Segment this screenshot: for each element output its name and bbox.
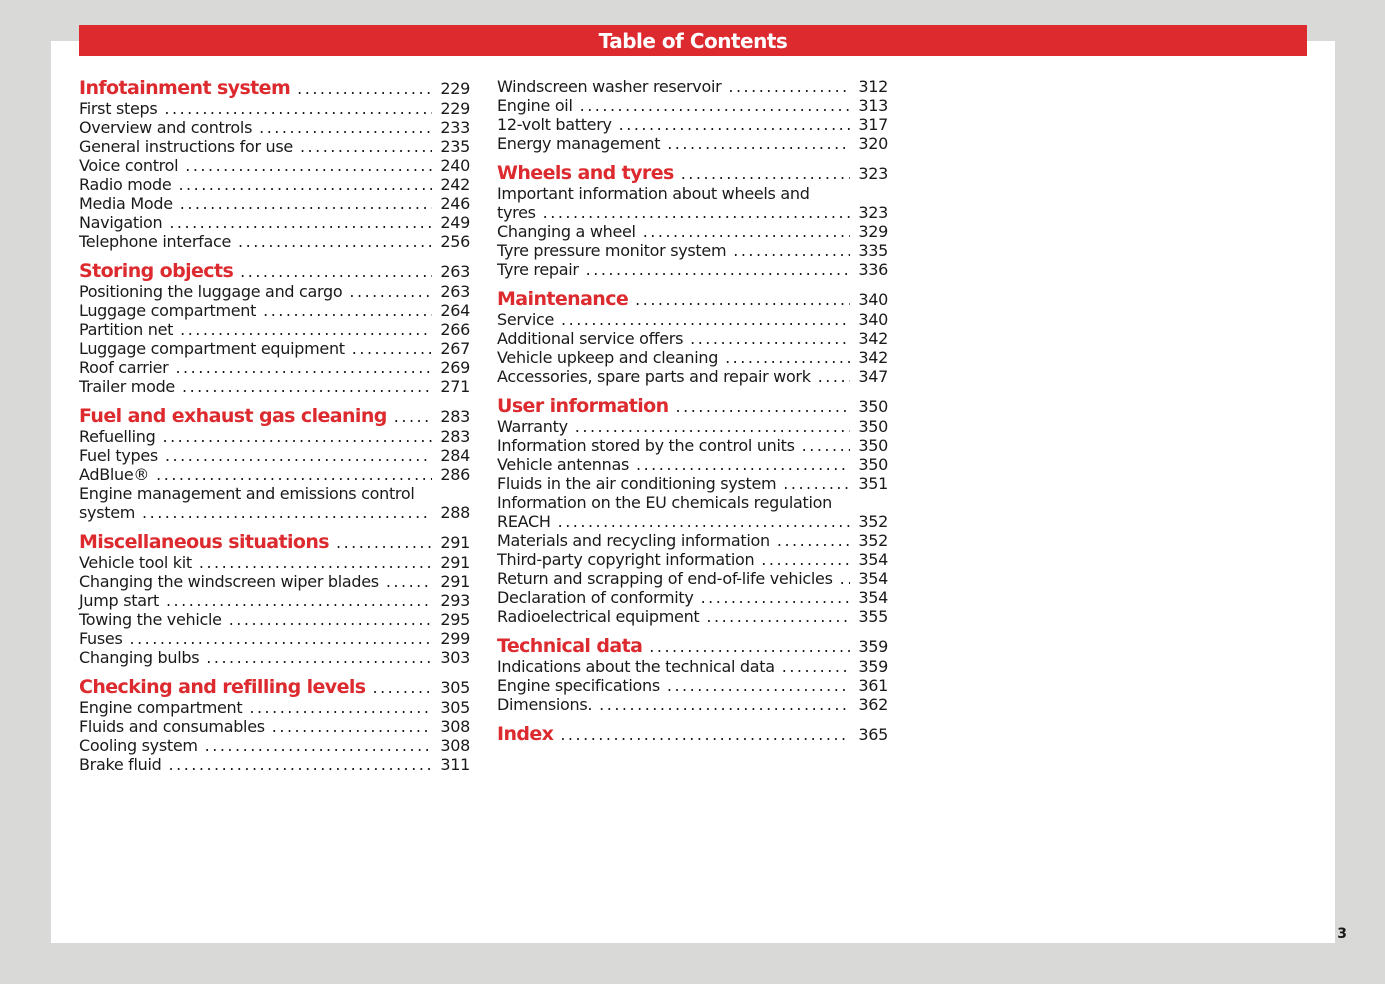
section-title: Wheels and tyres: [497, 162, 674, 184]
page-reference: 342: [858, 329, 888, 348]
entry-title: system: [79, 503, 136, 522]
dot-leader: [175, 358, 432, 377]
section-title: Index: [497, 723, 554, 745]
toc-section-heading[interactable]: [79, 77, 470, 99]
dot-leader: [586, 260, 851, 279]
page-title: Table of Contents: [598, 28, 788, 53]
page-reference: 229: [440, 79, 470, 98]
entry-title: Engine specifications: [497, 676, 660, 695]
toc-entry[interactable]: [79, 629, 470, 648]
dot-leader: [636, 455, 850, 474]
page-reference: 350: [858, 397, 888, 416]
dot-leader: [238, 232, 432, 251]
toc-section-heading[interactable]: [79, 405, 470, 427]
entry-title: Vehicle upkeep and cleaning: [497, 348, 719, 367]
toc-entry[interactable]: [79, 446, 470, 465]
page-reference: 362: [858, 695, 888, 714]
dot-leader: [156, 465, 432, 484]
toc-entry[interactable]: [79, 755, 470, 774]
dot-leader: [681, 164, 851, 183]
dot-leader: [575, 417, 851, 436]
toc-section-heading[interactable]: [497, 723, 888, 745]
page-reference: 313: [858, 96, 888, 115]
toc-entry[interactable]: [497, 417, 888, 436]
dot-leader: [599, 695, 850, 714]
dot-leader: [165, 446, 432, 465]
entry-title: Tyre pressure monitor system: [497, 241, 727, 260]
page-reference: 342: [858, 348, 888, 367]
dot-leader: [635, 290, 850, 309]
toc-entry[interactable]: [497, 455, 888, 474]
dot-leader: [240, 262, 432, 281]
toc-entry[interactable]: [79, 465, 470, 484]
dot-leader: [180, 194, 433, 213]
toc-entry[interactable]: [497, 134, 888, 153]
page-reference: 361: [858, 676, 888, 695]
entry-title: Information stored by the control units: [497, 436, 795, 455]
toc-entry[interactable]: [79, 648, 470, 667]
page-reference: 288: [440, 503, 470, 522]
toc-entry-line: Information on the EU chemicals regulation: [497, 493, 832, 512]
dot-leader: [169, 213, 432, 232]
dot-leader: [163, 427, 433, 446]
page-reference: 365: [858, 725, 888, 744]
page-reference: 354: [858, 550, 888, 569]
page-reference: 311: [440, 755, 470, 774]
page-reference: 359: [858, 657, 888, 676]
toc-entry[interactable]: [79, 572, 470, 591]
page-reference: 269: [440, 358, 470, 377]
page-reference: 323: [858, 164, 888, 183]
toc-entry[interactable]: [497, 348, 888, 367]
page-reference: 295: [440, 610, 470, 629]
dot-leader: [802, 436, 851, 455]
page-reference: 355: [858, 607, 888, 626]
entry-title: Overview and controls: [79, 118, 253, 137]
section-title: Miscellaneous situations: [79, 531, 329, 553]
toc-section-heading[interactable]: [79, 676, 470, 698]
page-reference: 308: [440, 717, 470, 736]
section-title: User information: [497, 395, 669, 417]
page-reference: 284: [440, 446, 470, 465]
page-reference: 291: [440, 533, 470, 552]
dot-leader: [336, 533, 432, 552]
page-reference: 240: [440, 156, 470, 175]
section-title: Storing objects: [79, 260, 234, 282]
toc-entry[interactable]: [497, 550, 888, 569]
entry-title: Changing bulbs: [79, 648, 200, 667]
entry-title: Navigation: [79, 213, 163, 232]
toc-entry[interactable]: [79, 698, 470, 717]
toc-section-heading[interactable]: [497, 288, 888, 310]
toc-entry[interactable]: [79, 503, 470, 522]
toc-entry[interactable]: [497, 607, 888, 626]
page-reference: 336: [858, 260, 888, 279]
page-reference: 286: [440, 465, 470, 484]
dot-leader: [249, 698, 432, 717]
toc-entry[interactable]: [79, 232, 470, 251]
dot-leader: [733, 241, 850, 260]
toc-entry[interactable]: [79, 99, 470, 118]
toc-entry-line: Engine management and emissions control: [79, 484, 415, 503]
toc-entry[interactable]: [79, 591, 470, 610]
toc-entry[interactable]: [497, 310, 888, 329]
dot-leader: [728, 77, 850, 96]
toc-entry[interactable]: [497, 367, 888, 386]
entry-title: Engine compartment: [79, 698, 243, 717]
page-reference: 354: [858, 569, 888, 588]
page-reference: 299: [440, 629, 470, 648]
toc-section-heading[interactable]: [497, 162, 888, 184]
entry-title: Luggage compartment: [79, 301, 257, 320]
page-reference: 340: [858, 310, 888, 329]
dot-leader: [130, 629, 433, 648]
entry-title: Positioning the luggage and cargo: [79, 282, 343, 301]
page-reference: 312: [858, 77, 888, 96]
dot-leader: [386, 572, 433, 591]
toc-entry[interactable]: [79, 736, 470, 755]
toc-section-heading[interactable]: [79, 531, 470, 553]
entry-title: Telephone interface: [79, 232, 232, 251]
toc-entry[interactable]: [79, 339, 470, 358]
dot-leader: [394, 407, 433, 426]
toc-entry[interactable]: [497, 241, 888, 260]
toc-entry[interactable]: [79, 717, 470, 736]
entry-title: Fuel types: [79, 446, 158, 465]
page-reference: 350: [858, 436, 888, 455]
page-reference: 256: [440, 232, 470, 251]
toc-entry[interactable]: [79, 301, 470, 320]
toc-entry[interactable]: [79, 358, 470, 377]
toc-entry[interactable]: [79, 282, 470, 301]
toc-entry[interactable]: [497, 512, 888, 531]
entry-title: Accessories, spare parts and repair work: [497, 367, 811, 386]
toc-column-right: [497, 77, 888, 745]
entry-title: Changing a wheel: [497, 222, 636, 241]
page-reference: 233: [440, 118, 470, 137]
page-reference: 249: [440, 213, 470, 232]
page-number: 3: [1337, 926, 1347, 942]
dot-leader: [169, 755, 433, 774]
toc-entry[interactable]: [79, 137, 470, 156]
section-title: Technical data: [497, 635, 643, 657]
toc-entry[interactable]: [497, 474, 888, 493]
page-reference: 305: [440, 698, 470, 717]
entry-title: Roof carrier: [79, 358, 169, 377]
entry-title: Tyre repair: [497, 260, 579, 279]
toc-column-left: [79, 77, 470, 774]
dot-leader: [166, 591, 432, 610]
toc-entry[interactable]: [497, 115, 888, 134]
toc-entry[interactable]: [497, 329, 888, 348]
toc-entry[interactable]: [497, 531, 888, 550]
entry-title: tyres: [497, 203, 536, 222]
toc-entry[interactable]: [79, 194, 470, 213]
page-reference: 351: [858, 474, 888, 493]
section-title: Fuel and exhaust gas cleaning: [79, 405, 387, 427]
entry-title: Service: [497, 310, 555, 329]
page-reference: 320: [858, 134, 888, 153]
page-reference: 340: [858, 290, 888, 309]
dot-leader: [297, 79, 432, 98]
entry-title: Return and scrapping of end-of-life vehicles: [497, 569, 833, 588]
entry-title: Additional service offers: [497, 329, 684, 348]
entry-title: Indications about the technical data: [497, 657, 775, 676]
entry-title: Changing the windscreen wiper blades: [79, 572, 379, 591]
dot-leader: [229, 610, 433, 629]
entry-title: Third-party copyright information: [497, 550, 755, 569]
toc-entry[interactable]: [497, 569, 888, 588]
page-reference: 267: [440, 339, 470, 358]
dot-leader: [667, 676, 850, 695]
toc-entry[interactable]: [497, 588, 888, 607]
dot-leader: [560, 725, 850, 744]
toc-title-banner: [79, 25, 1307, 56]
page-reference: 352: [858, 531, 888, 550]
dot-leader: [182, 377, 432, 396]
entry-title: AdBlue®: [79, 465, 150, 484]
entry-title: Media Mode: [79, 194, 173, 213]
dot-leader: [761, 550, 850, 569]
page-reference: 291: [440, 553, 470, 572]
toc-entry[interactable]: [497, 77, 888, 96]
entry-title: First steps: [79, 99, 158, 118]
dot-leader: [676, 397, 851, 416]
dot-leader: [619, 115, 851, 134]
toc-entry[interactable]: [497, 657, 888, 676]
page-reference: 317: [858, 115, 888, 134]
page-reference: 283: [440, 407, 470, 426]
entry-title: Warranty: [497, 417, 568, 436]
page-reference: 229: [440, 99, 470, 118]
page-reference: 266: [440, 320, 470, 339]
toc-section-heading[interactable]: [497, 395, 888, 417]
dot-leader: [206, 648, 432, 667]
entry-title: General instructions for use: [79, 137, 293, 156]
dot-leader: [690, 329, 850, 348]
toc-entry[interactable]: [79, 553, 470, 572]
entry-title: Fluids in the air conditioning system: [497, 474, 777, 493]
page-reference: 305: [440, 678, 470, 697]
toc-entry[interactable]: [497, 96, 888, 115]
toc-entry[interactable]: [79, 156, 470, 175]
page-reference: 235: [440, 137, 470, 156]
toc-entry[interactable]: [79, 118, 470, 137]
toc-entry[interactable]: [79, 320, 470, 339]
entry-title: Radio mode: [79, 175, 172, 194]
entry-title: Materials and recycling information: [497, 531, 770, 550]
page-reference: 354: [858, 588, 888, 607]
entry-title: Trailer mode: [79, 377, 175, 396]
page-reference: 293: [440, 591, 470, 610]
dot-leader: [543, 203, 851, 222]
entry-title: Vehicle antennas: [497, 455, 629, 474]
dot-leader: [725, 348, 850, 367]
dot-leader: [199, 553, 432, 572]
entry-title: Engine oil: [497, 96, 573, 115]
toc-section-heading[interactable]: [497, 635, 888, 657]
section-title: Checking and refilling levels: [79, 676, 366, 698]
toc-entry[interactable]: [497, 203, 888, 222]
toc-entry[interactable]: [79, 213, 470, 232]
toc-entry[interactable]: [79, 427, 470, 446]
entry-title: Towing the vehicle: [79, 610, 222, 629]
page-reference: 246: [440, 194, 470, 213]
page-reference: 291: [440, 572, 470, 591]
entry-title: Cooling system: [79, 736, 198, 755]
entry-title: Brake fluid: [79, 755, 162, 774]
entry-title: Energy management: [497, 134, 661, 153]
entry-title: Partition net: [79, 320, 174, 339]
page-reference: 323: [858, 203, 888, 222]
toc-entry[interactable]: [497, 695, 888, 714]
dot-leader: [777, 531, 850, 550]
page-reference: 350: [858, 455, 888, 474]
entry-title: Jump start: [79, 591, 159, 610]
dot-leader: [142, 503, 432, 522]
dot-leader: [840, 569, 851, 588]
dot-leader: [178, 175, 432, 194]
dot-leader: [259, 118, 432, 137]
dot-leader: [649, 637, 850, 656]
toc-entry[interactable]: [497, 260, 888, 279]
page-reference: 352: [858, 512, 888, 531]
dot-leader: [372, 678, 432, 697]
entry-title: Vehicle tool kit: [79, 553, 192, 572]
entry-title: Fluids and consumables: [79, 717, 265, 736]
dot-leader: [300, 137, 432, 156]
dot-leader: [701, 588, 851, 607]
dot-leader: [783, 474, 850, 493]
page-reference: 264: [440, 301, 470, 320]
dot-leader: [782, 657, 851, 676]
dot-leader: [205, 736, 433, 755]
dot-leader: [561, 310, 850, 329]
page-reference: 335: [858, 241, 888, 260]
entry-title: 12-volt battery: [497, 115, 612, 134]
entry-title: Refuelling: [79, 427, 156, 446]
page-reference: 263: [440, 262, 470, 281]
page-reference: 271: [440, 377, 470, 396]
toc-entry[interactable]: [79, 377, 470, 396]
section-title: Maintenance: [497, 288, 629, 310]
dot-leader: [164, 99, 432, 118]
dot-leader: [643, 222, 851, 241]
toc-entry[interactable]: [497, 222, 888, 241]
entry-title: REACH: [497, 512, 551, 531]
toc-entry[interactable]: [497, 436, 888, 455]
dot-leader: [706, 607, 850, 626]
page-reference: 347: [858, 367, 888, 386]
page-reference: 303: [440, 648, 470, 667]
dot-leader: [185, 156, 432, 175]
toc-entry[interactable]: [497, 676, 888, 695]
entry-title: Radioelectrical equipment: [497, 607, 700, 626]
page-reference: 242: [440, 175, 470, 194]
dot-leader: [180, 320, 432, 339]
page-reference: 359: [858, 637, 888, 656]
dot-leader: [272, 717, 433, 736]
entry-title: Dimensions.: [497, 695, 593, 714]
dot-leader: [818, 367, 851, 386]
entry-title: Declaration of conformity: [497, 588, 694, 607]
toc-entry[interactable]: [79, 610, 470, 629]
page-reference: 263: [440, 282, 470, 301]
dot-leader: [558, 512, 851, 531]
page-reference: 329: [858, 222, 888, 241]
section-title: Infotainment system: [79, 77, 291, 99]
entry-title: Fuses: [79, 629, 123, 648]
entry-title: Voice control: [79, 156, 179, 175]
dot-leader: [349, 282, 432, 301]
toc-entry-line: Important information about wheels and: [497, 184, 810, 203]
entry-title: Luggage compartment equipment: [79, 339, 345, 358]
dot-leader: [263, 301, 432, 320]
toc-entry[interactable]: [79, 175, 470, 194]
entry-title: Windscreen washer reservoir: [497, 77, 722, 96]
dot-leader: [667, 134, 850, 153]
toc-section-heading[interactable]: [79, 260, 470, 282]
dot-leader: [580, 96, 851, 115]
page-reference: 350: [858, 417, 888, 436]
dot-leader: [352, 339, 433, 358]
page-reference: 283: [440, 427, 470, 446]
page-reference: 308: [440, 736, 470, 755]
